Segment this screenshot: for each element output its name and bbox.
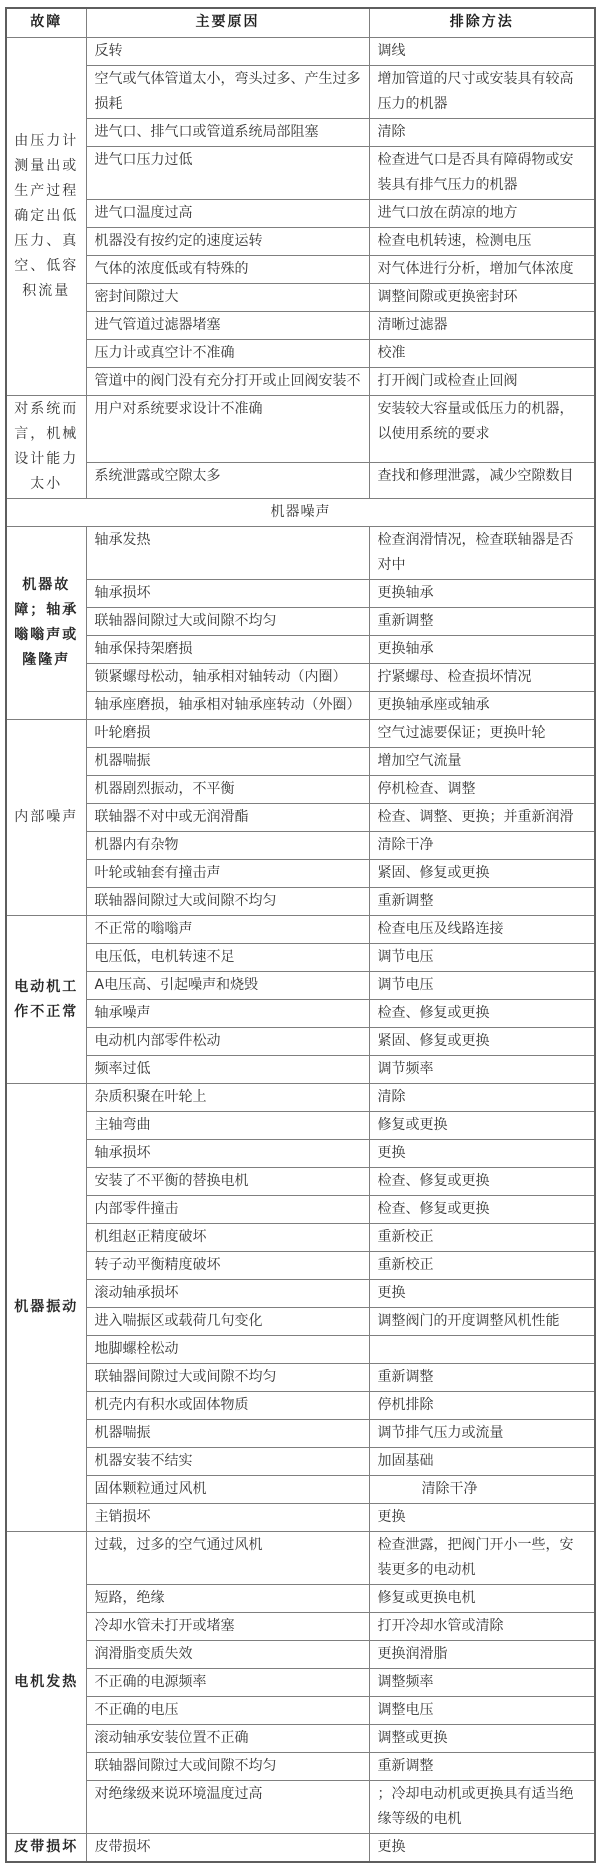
cause-cell: 机壳内有积水或固体物质	[86, 1392, 369, 1420]
cause-cell: 进气口温度过高	[86, 200, 369, 228]
table-row	[6, 284, 595, 312]
method-cell	[369, 1336, 595, 1364]
cause-cell: 地脚螺栓松动	[86, 1336, 369, 1364]
method-cell: 更换	[369, 1280, 595, 1308]
method-cell: 重新调整	[369, 1753, 595, 1781]
table-row	[6, 1781, 595, 1834]
method-cell: 更换润滑脂	[369, 1641, 595, 1669]
method-cell: 校准	[369, 340, 595, 368]
method-cell: 检查电压及线路连接	[369, 916, 595, 944]
method-cell: 增加管道的尺寸或安装具有较高压力的机器	[369, 66, 595, 119]
cause-cell: 固体颗粒通过风机	[86, 1476, 369, 1504]
method-cell: 调整频率	[369, 1669, 595, 1697]
cause-cell: 进气口压力过低	[86, 147, 369, 200]
table-row	[6, 119, 595, 147]
method-cell: 调整电压	[369, 1697, 595, 1725]
table-row	[6, 200, 595, 228]
cause-cell: 叶轮磨损	[86, 720, 369, 748]
method-cell: 更换	[369, 1504, 595, 1532]
cause-cell: 进入喘振区或载荷几句变化	[86, 1308, 369, 1336]
method-cell: 更换轴承	[369, 636, 595, 664]
method-cell: 停机检查、调整	[369, 776, 595, 804]
table-row	[6, 1280, 595, 1308]
cause-cell: 机器喘振	[86, 1420, 369, 1448]
cause-cell: 不正常的嗡嗡声	[86, 916, 369, 944]
cause-cell: 内部零件撞击	[86, 1196, 369, 1224]
method-cell: 查找和修理泄露，减少空隙数目	[369, 463, 595, 499]
cause-cell: 进气口、排气口或管道系统局部阻塞	[86, 119, 369, 147]
table-row	[6, 1504, 595, 1532]
cause-cell: 用户对系统要求设计不准确	[86, 396, 369, 463]
method-cell: 修复或更换	[369, 1112, 595, 1140]
method-cell: 紧固、修复或更换	[369, 1028, 595, 1056]
table-header	[6, 8, 595, 38]
cause-cell: 滚动轴承安装位置不正确	[86, 1725, 369, 1753]
method-cell: 清除	[369, 1084, 595, 1112]
method-cell: 调节排气压力或流量	[369, 1420, 595, 1448]
method-cell: 清除干净	[369, 1476, 595, 1504]
method-cell: 调线	[369, 38, 595, 66]
fault-cell: 由压力计测量出或生产过程确定出低压力、真空、低容积流量	[6, 38, 86, 396]
table-row	[6, 1364, 595, 1392]
section-separator-label: 机器噪声	[6, 499, 595, 527]
table-row	[6, 832, 595, 860]
method-cell: 检查、修复或更换	[369, 1000, 595, 1028]
cause-cell: 杂质积聚在叶轮上	[86, 1084, 369, 1112]
cause-cell: 短路，绝缘	[86, 1585, 369, 1613]
method-cell: 重新调整	[369, 1364, 595, 1392]
method-cell: 检查、调整、更换；并重新润滑	[369, 804, 595, 832]
cause-cell: A电压高、引起噪声和烧毁	[86, 972, 369, 1000]
table-row	[6, 1252, 595, 1280]
table-row	[6, 228, 595, 256]
table-row	[6, 1476, 595, 1504]
table-row	[6, 256, 595, 284]
method-cell: 清除干净	[369, 832, 595, 860]
fault-cell: 皮带损坏	[6, 1834, 86, 1863]
method-cell: 清晰过滤器	[369, 312, 595, 340]
table-row	[6, 38, 595, 66]
table-row	[6, 972, 595, 1000]
cause-cell: 联轴器间隙过大或间隙不均匀	[86, 888, 369, 916]
cause-cell: 机器安装不结实	[86, 1448, 369, 1476]
table-row	[6, 527, 595, 580]
table-row	[6, 748, 595, 776]
table-row	[6, 1669, 595, 1697]
method-cell: 重新校正	[369, 1224, 595, 1252]
table-row	[6, 1336, 595, 1364]
method-cell: 调节频率	[369, 1056, 595, 1084]
method-cell: 检查润滑情况，检查联轴器是否对中	[369, 527, 595, 580]
cause-cell: 频率过低	[86, 1056, 369, 1084]
table-row	[6, 1000, 595, 1028]
method-cell: 检查电机转速，检测电压	[369, 228, 595, 256]
table-row	[6, 804, 595, 832]
table-row	[6, 1028, 595, 1056]
table-row	[6, 916, 595, 944]
cause-cell: 叶轮或轴套有撞击声	[86, 860, 369, 888]
method-cell: 进气口放在荫凉的地方	[369, 200, 595, 228]
cause-cell: 轴承座磨损，轴承相对轴承座转动（外圈）	[86, 692, 369, 720]
table-body	[6, 38, 595, 1863]
method-cell: 加固基础	[369, 1448, 595, 1476]
table-row	[6, 1392, 595, 1420]
table-row	[6, 608, 595, 636]
table-row	[6, 692, 595, 720]
header-cell: 排除方法	[369, 8, 595, 38]
cause-cell: 电压低，电机转速不足	[86, 944, 369, 972]
table-row	[6, 1753, 595, 1781]
cause-cell: 不正确的电源频率	[86, 1669, 369, 1697]
cause-cell: 润滑脂变质失效	[86, 1641, 369, 1669]
table-row	[6, 664, 595, 692]
method-cell: 检查泄露，把阀门开小一些，安装更多的电动机	[369, 1532, 595, 1585]
method-cell: 检查进气口是否具有障碍物或安装具有排气压力的机器	[369, 147, 595, 200]
method-cell: 拧紧螺母、检查损坏情况	[369, 664, 595, 692]
method-cell: 调整间隙或更换密封环	[369, 284, 595, 312]
table-row	[6, 1084, 595, 1112]
table-row	[6, 1168, 595, 1196]
method-cell: 打开阀门或检查止回阀	[369, 368, 595, 396]
cause-cell: 过载，过多的空气通过风机	[86, 1532, 369, 1585]
method-cell: 增加空气流量	[369, 748, 595, 776]
cause-cell: 轴承发热	[86, 527, 369, 580]
table-row	[6, 1420, 595, 1448]
table-row	[6, 776, 595, 804]
fault-cell: 电动机工作不正常	[6, 916, 86, 1084]
method-cell: 重新调整	[369, 888, 595, 916]
table-row	[6, 1224, 595, 1252]
cause-cell: 系统泄露或空隙太多	[86, 463, 369, 499]
cause-cell: 轴承噪声	[86, 1000, 369, 1028]
method-cell: 调整或更换	[369, 1725, 595, 1753]
table-row	[6, 1056, 595, 1084]
cause-cell: 空气或气体管道太小，弯头过多、产生过多损耗	[86, 66, 369, 119]
method-cell: 更换	[369, 1140, 595, 1168]
cause-cell: 皮带损坏	[86, 1834, 369, 1863]
table-row	[6, 1532, 595, 1585]
cause-cell: 轴承损坏	[86, 580, 369, 608]
table-row	[6, 66, 595, 119]
table-row	[6, 944, 595, 972]
method-cell: 紧固、修复或更换	[369, 860, 595, 888]
table-row	[6, 1196, 595, 1224]
cause-cell: 主销损坏	[86, 1504, 369, 1532]
method-cell: 更换轴承	[369, 580, 595, 608]
table-row	[6, 1613, 595, 1641]
table-row	[6, 1140, 595, 1168]
fault-cell: 机器故障；轴承嗡嗡声或隆隆声	[6, 527, 86, 720]
table-row	[6, 463, 595, 499]
cause-cell: 电动机内部零件松动	[86, 1028, 369, 1056]
cause-cell: 安装了不平衡的替换电机	[86, 1168, 369, 1196]
method-cell: 重新调整	[369, 608, 595, 636]
method-cell: ；冷却电动机或更换具有适当绝缘等级的电机	[369, 1781, 595, 1834]
method-cell: 打开冷却水管或清除	[369, 1613, 595, 1641]
cause-cell: 联轴器间隙过大或间隙不均匀	[86, 1364, 369, 1392]
method-cell: 清除	[369, 119, 595, 147]
table-row	[6, 888, 595, 916]
table-row	[6, 1697, 595, 1725]
cause-cell: 不正确的电压	[86, 1697, 369, 1725]
table-row	[6, 1585, 595, 1613]
table-row	[6, 720, 595, 748]
header-row	[6, 8, 595, 38]
cause-cell: 联轴器间隙过大或间隙不均匀	[86, 608, 369, 636]
cause-cell: 联轴器间隙过大或间隙不均匀	[86, 1753, 369, 1781]
method-cell: 检查、修复或更换	[369, 1168, 595, 1196]
header-cell: 主要原因	[86, 8, 369, 38]
method-cell: 检查、修复或更换	[369, 1196, 595, 1224]
table-row	[6, 340, 595, 368]
table-row	[6, 1112, 595, 1140]
fault-cell: 机器振动	[6, 1084, 86, 1532]
method-cell: 停机排除	[369, 1392, 595, 1420]
cause-cell: 滚动轴承损坏	[86, 1280, 369, 1308]
cause-cell: 锁紧螺母松动，轴承相对轴转动（内圈）	[86, 664, 369, 692]
section-separator-row	[6, 499, 595, 527]
table-row	[6, 368, 595, 396]
cause-cell: 机组赵正精度破坏	[86, 1224, 369, 1252]
cause-cell: 压力计或真空计不准确	[86, 340, 369, 368]
method-cell: 调节电压	[369, 944, 595, 972]
cause-cell: 主轴弯曲	[86, 1112, 369, 1140]
method-cell: 空气过滤要保证；更换叶轮	[369, 720, 595, 748]
method-cell: 调节电压	[369, 972, 595, 1000]
fault-table	[5, 7, 596, 1863]
fault-cell: 内部噪声	[6, 720, 86, 916]
header-cell: 故障	[6, 8, 86, 38]
table-row	[6, 636, 595, 664]
table-row	[6, 1641, 595, 1669]
method-cell: 更换	[369, 1834, 595, 1863]
cause-cell: 冷却水管未打开或堵塞	[86, 1613, 369, 1641]
table-row	[6, 147, 595, 200]
table-row	[6, 1448, 595, 1476]
cause-cell: 联轴器不对中或无润滑酯	[86, 804, 369, 832]
cause-cell: 机器剧烈振动，不平衡	[86, 776, 369, 804]
cause-cell: 轴承损坏	[86, 1140, 369, 1168]
cause-cell: 机器喘振	[86, 748, 369, 776]
cause-cell: 转子动平衡精度破坏	[86, 1252, 369, 1280]
table-row	[6, 1725, 595, 1753]
cause-cell: 机器内有杂物	[86, 832, 369, 860]
method-cell: 修复或更换电机	[369, 1585, 595, 1613]
method-cell: 调整阀门的开度调整风机性能	[369, 1308, 595, 1336]
method-cell: 更换轴承座或轴承	[369, 692, 595, 720]
method-cell: 重新校正	[369, 1252, 595, 1280]
table-row	[6, 396, 595, 463]
table-row	[6, 1834, 595, 1863]
fault-cell: 对系统而言，机械设计能力太小	[6, 396, 86, 499]
cause-cell: 气体的浓度低或有特殊的	[86, 256, 369, 284]
table-row	[6, 580, 595, 608]
cause-cell: 管道中的阀门没有充分打开或止回阀安装不	[86, 368, 369, 396]
cause-cell: 机器没有按约定的速度运转	[86, 228, 369, 256]
cause-cell: 反转	[86, 38, 369, 66]
cause-cell: 轴承保持架磨损	[86, 636, 369, 664]
table-row	[6, 860, 595, 888]
cause-cell: 密封间隙过大	[86, 284, 369, 312]
table-row	[6, 1308, 595, 1336]
fault-cell: 电机发热	[6, 1532, 86, 1834]
cause-cell: 进气管道过滤器堵塞	[86, 312, 369, 340]
method-cell: 安装较大容量或低压力的机器，以使用系统的要求	[369, 396, 595, 463]
cause-cell: 对绝缘级来说环境温度过高	[86, 1781, 369, 1834]
method-cell: 对气体进行分析，增加气体浓度	[369, 256, 595, 284]
table-row	[6, 312, 595, 340]
